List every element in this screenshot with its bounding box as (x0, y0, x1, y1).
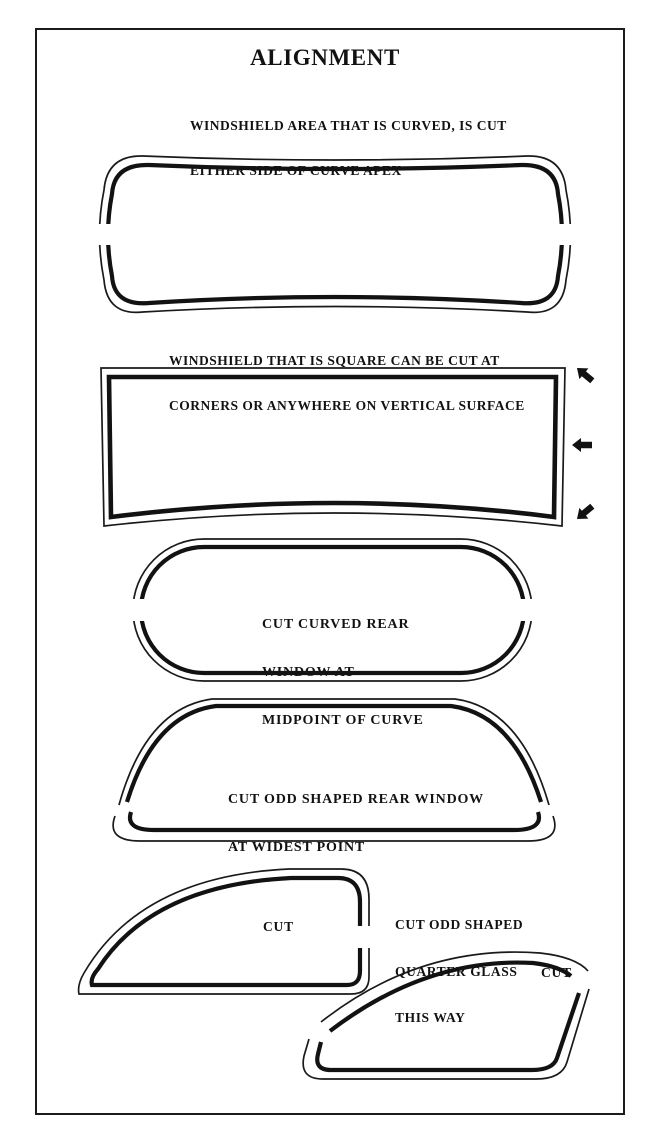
caption-line: EITHER SIDE OF CURVE APEX (190, 163, 402, 178)
odd-rear-window-label (228, 760, 484, 872)
corner-arrow-top-icon (573, 363, 597, 387)
page-title: ALIGNMENT (250, 45, 400, 70)
edge-arrow-middle-icon (572, 438, 592, 452)
cut-direction-arrows (572, 363, 597, 525)
right-cut-gap (350, 926, 378, 948)
caption-line: WINDSHIELD AREA THAT IS CURVED, IS CUT (190, 118, 507, 133)
left-cut-gap (92, 224, 122, 245)
label-line: CUT CURVED REAR (262, 617, 410, 632)
curved-rear-window-label (262, 585, 424, 745)
right-cut-gap (512, 599, 542, 621)
left-quarter-glass-cut-label: CUT (263, 919, 294, 934)
label-line: AT WIDEST POINT (228, 840, 366, 855)
caption-line: QUARTER GLASS (395, 963, 518, 979)
label-line: MIDPOINT OF CURVE (262, 713, 424, 728)
right-quarter-glass-cut-label: CUT (541, 965, 572, 980)
caption-line: WINDSHIELD THAT IS SQUARE CAN BE CUT AT (169, 353, 500, 368)
left-cut-gap (120, 599, 150, 621)
curved-windshield-caption (190, 88, 507, 193)
inner-outline (92, 878, 360, 985)
quarter-glass-caption (395, 886, 523, 1041)
caption-line: THIS WAY (395, 1010, 466, 1025)
label-line: WINDOW AT (262, 665, 355, 680)
label-line: CUT ODD SHAPED REAR WINDOW (228, 792, 484, 807)
square-windshield-caption (169, 323, 525, 428)
quarter-glass-left-shape (79, 869, 378, 994)
caption-line: CUT ODD SHAPED (395, 917, 524, 932)
corner-arrow-bottom-icon (573, 501, 597, 525)
caption-line: CORNERS OR ANYWHERE ON VERTICAL SURFACE (169, 398, 525, 413)
right-cut-gap (548, 224, 578, 245)
